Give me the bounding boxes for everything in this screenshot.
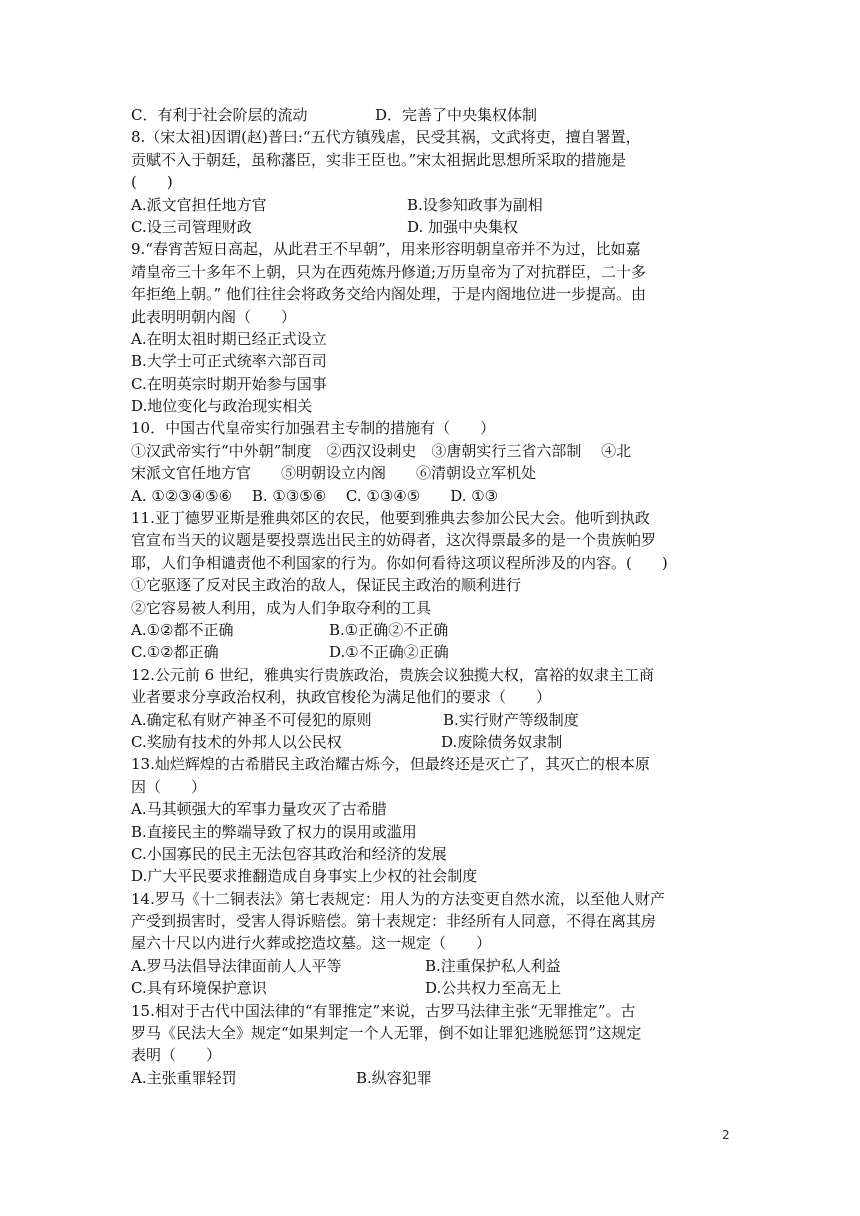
q10-options: A. ①②③④⑤⑥ B. ①③⑤⑥ C. ①③④⑤ D. ①③ xyxy=(131,486,499,505)
q11-option-c: C.①②都正确 xyxy=(131,643,219,662)
q12-option-d: D.废除债务奴隶制 xyxy=(441,732,563,751)
q11-option-d: D.①不正确②正确 xyxy=(329,643,449,662)
q11-stem-line-4: ①它驱逐了反对民主政治的敌人，保证民主政治的顺利进行 xyxy=(131,576,522,595)
q14-stem-line-1: 14.罗马《十二铜表法》第七表规定：用人为的方法变更自然水流，以至他人财产 xyxy=(131,889,665,908)
q12-stem-line-1: 12.公元前 6 世纪，雅典实行贵族政治，贵族会议独揽大权，富裕的奴隶主工商 xyxy=(131,665,654,684)
q11-option-a: A.①②都不正确 xyxy=(131,620,234,639)
q15-option-a: A.主张重罪轻罚 xyxy=(131,1068,237,1087)
q8-option-b: B.设参知政事为副相 xyxy=(407,195,543,214)
q12-option-b: B.实行财产等级制度 xyxy=(443,710,579,729)
page-number: 2 xyxy=(722,1128,730,1142)
q15-stem-line-1: 15.相对于古代中国法律的“有罪推定”来说，古罗马法律主张“无罪推定”。古 xyxy=(131,1001,636,1020)
q11-options-ab xyxy=(131,619,731,641)
q7-options-cd xyxy=(131,104,731,126)
q15-stem-line-3: 表明（ ） xyxy=(131,1046,222,1065)
q10-stem-line-2: ①汉武帝实行“中外朝”制度 ②西汉设刺史 ③唐朝实行三省六部制 ④北 xyxy=(131,441,632,460)
q9-option-c: C.在明英宗时期开始参与国事 xyxy=(131,374,327,393)
q9-stem-line-1: 9.“春宵苦短日高起，从此君王不早朝”，用来形容明朝皇帝并不为过，比如嘉 xyxy=(131,240,641,259)
q8-option-d: D. 加强中央集权 xyxy=(407,217,519,236)
q13-option-c: C.小国寡民的民主无法包容其政治和经济的发展 xyxy=(131,844,447,863)
q11-stem-line-5: ②它容易被人利用，成为人们争取夺利的工具 xyxy=(131,598,432,617)
question-list xyxy=(131,104,731,1089)
q11-stem-line-1: 11.亚丁德罗亚斯是雅典郊区的农民，他要到雅典去参加公民大会。他听到执政 xyxy=(131,509,650,528)
q11-stem-line-3: 耶，人们争相谴责他不利国家的行为。你如何看待这项议程所涉及的内容。( ) xyxy=(131,553,668,572)
q12-options-ab xyxy=(131,709,731,731)
q9-stem-line-4: 此表明明朝内阁（ ） xyxy=(131,307,297,326)
q10-stem-line-3: 宋派文官任地方官 ⑤明朝设立内阁 ⑥清朝设立军机处 xyxy=(131,464,537,483)
q8-options-ab xyxy=(131,194,731,216)
q14-option-d: D.公共权力至高无上 xyxy=(425,979,562,998)
q8-option-a: A.派文官担任地方官 xyxy=(131,195,267,214)
q9-option-b: B.大学士可正式统率六部百司 xyxy=(131,352,327,371)
q7-option-d: D．完善了中央集权体制 xyxy=(375,106,538,124)
q13-option-b: B.直接民主的弊端导致了权力的误用或滥用 xyxy=(131,822,417,841)
q8-stem-line-2: 贡赋不入于朝廷，虽称藩臣，实非王臣也。”宋太祖据此思想所采取的措施是 xyxy=(131,150,627,169)
q15-option-b: B.纵容犯罪 xyxy=(356,1068,432,1087)
q12-options-cd xyxy=(131,731,731,753)
q12-stem-line-2: 业者要求分享政治权利，执政官梭伦为满足他们的要求（ ） xyxy=(131,688,552,707)
q8-options-cd xyxy=(131,216,731,238)
q14-option-c: C.具有环境保护意识 xyxy=(131,979,267,998)
q9-option-a: A.在明太祖时期已经正式设立 xyxy=(131,329,327,348)
q11-option-b: B.①正确②不正确 xyxy=(329,620,449,639)
q9-stem-line-2: 靖皇帝三十多年不上朝，只为在西苑炼丹修道;万历皇帝为了对抗群臣，二十多 xyxy=(131,262,647,281)
q12-option-c: C.奖励有技术的外邦人以公民权 xyxy=(131,732,342,751)
q13-stem-line-1: 13.灿烂辉煌的古希腊民主政治耀古烁今，但最终还是灭亡了，其灭亡的根本原 xyxy=(131,755,650,774)
q14-stem-line-2: 产受到损害时，受害人得诉赔偿。第十表规定：非经所有人同意，不得在离其房 xyxy=(131,912,657,931)
q15-stem-line-2: 罗马《民法大全》规定“如果判定一个人无罪，倒不如让罪犯逃脱惩罚”这规定 xyxy=(131,1024,642,1043)
q9-stem-line-3: 年拒绝上朝。” 他们往往会将政务交给内阁处理，于是内阁地位进一步提高。由 xyxy=(131,285,646,304)
q13-stem-line-2: 因（ ） xyxy=(131,777,207,796)
q14-option-a: A.罗马法倡导法律面前人人平等 xyxy=(131,956,342,975)
q8-stem-line-3: ( ) xyxy=(131,173,173,192)
q13-option-a: A.马其顿强大的军事力量攻灭了古希腊 xyxy=(131,800,387,819)
q9-option-d: D.地位变化与政治现实相关 xyxy=(131,397,313,416)
q15-options-ab xyxy=(131,1067,731,1089)
q11-stem-line-2: 官宣布当天的议题是要投票选出民主的妨碍者，这次得票最多的是一个贵族帕罗 xyxy=(131,531,657,550)
q7-option-c: C．有利于社会阶层的流动 xyxy=(131,106,308,124)
q8-stem-line-1: 8.（宋太祖)因谓(赵)普曰:“五代方镇残虐，民受其祸，文武将吏，擅自署置， xyxy=(131,128,641,147)
q11-options-cd xyxy=(131,641,731,663)
q8-option-c: C.设三司管理财政 xyxy=(131,217,252,236)
q14-options-cd xyxy=(131,977,731,999)
q14-option-b: B.注重保护私人利益 xyxy=(425,956,561,975)
q14-stem-line-3: 屋六十尺以内进行火葬或挖造坟墓。这一规定（ ） xyxy=(131,934,492,953)
q13-option-d: D.广大平民要求推翻造成自身事实上少权的社会制度 xyxy=(131,867,478,886)
q10-stem-line-1: 10．中国古代皇帝实行加强君主专制的措施有（ ） xyxy=(131,419,496,438)
q12-option-a: A.确定私有财产神圣不可侵犯的原则 xyxy=(131,710,372,729)
q14-options-ab xyxy=(131,955,731,977)
